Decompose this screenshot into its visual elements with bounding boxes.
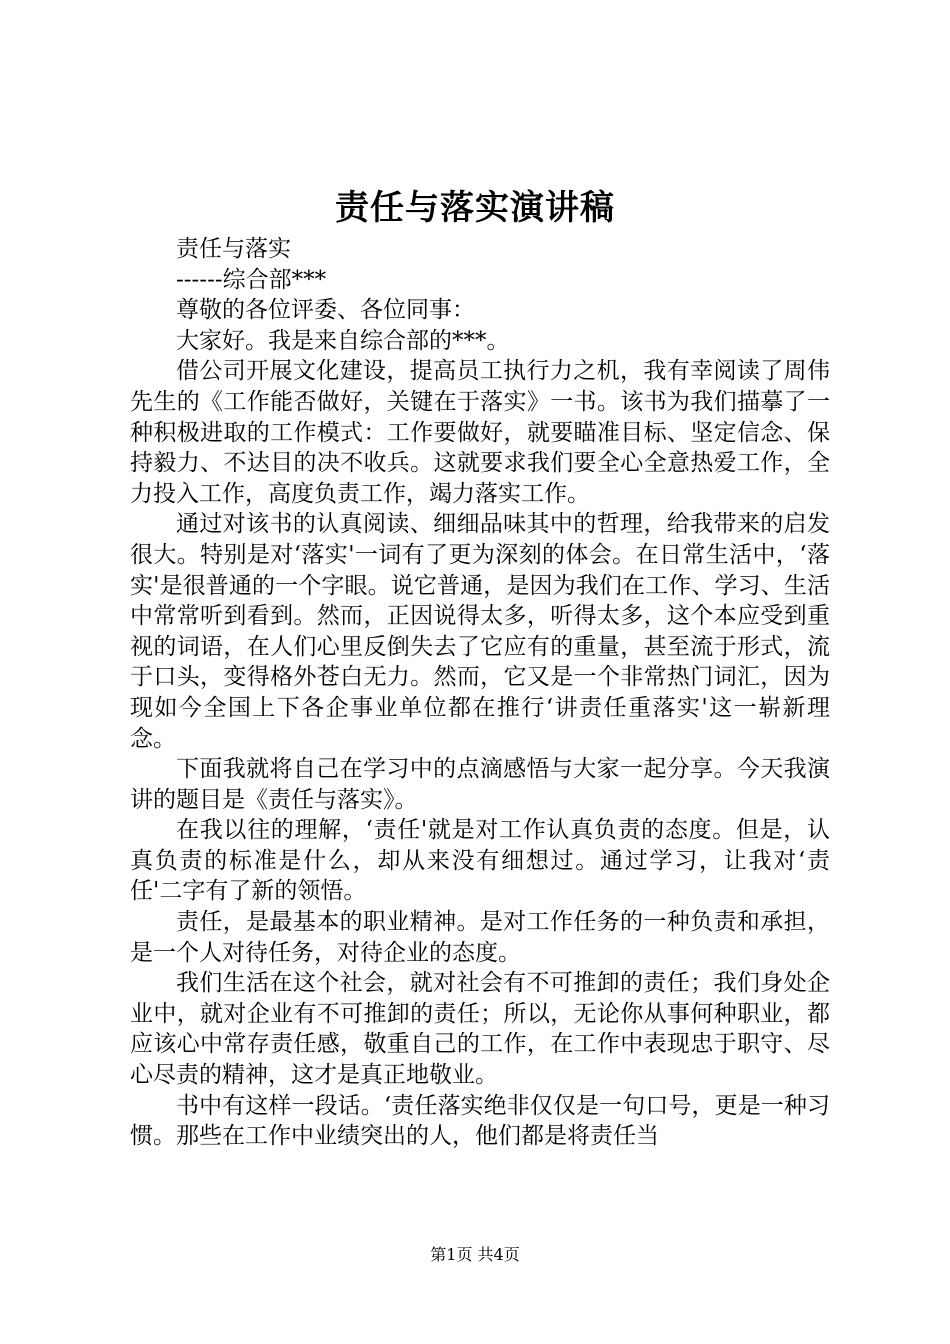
- paragraph: 尊敬的各位评委、各位同事：: [176, 297, 475, 324]
- document-body: [130, 234, 830, 1152]
- paragraph: 大家好。我是来自综合部的***。: [176, 327, 510, 354]
- paragraph: ------综合部***: [176, 266, 327, 293]
- page-footer: 第1页 共4页: [430, 1245, 520, 1264]
- paragraph: 下面我就将自己在学习中的点滴感悟与大家一起分享。今天我演讲的题目是《责任与落实》。: [130, 756, 830, 813]
- paragraph: 责任，是最基本的职业精神。是对工作任务的一种负责和承担，是一个人对待任务，对待企业的态度。: [130, 909, 830, 966]
- paragraph: 在我以往的理解，‘责任'就是对工作认真负责的态度。但是，认真负责的标准是什么，却从来没有细想过。通过学习，让我对‘责任'二字有了新的领悟。: [130, 817, 830, 905]
- paragraph: 责任与落实: [176, 236, 291, 262]
- paragraph: 书中有这样一段话。‘责任落实绝非仅仅是一句口号，更是一种习惯。那些在工作中业绩突出的人，他们都是将责任当: [130, 1092, 830, 1150]
- paragraph: 我们生活在这个社会，就对社会有不可推卸的责任；我们身处企业中，就对企业有不可推卸的责任；所以，无论你从事何种职业，都应该心中常存责任感，敬重自己的工作，在工作中表现忠于职守、尽心尽责的精神，这才是真正地敬业。: [130, 970, 830, 1089]
- paragraph: 通过对该书的认真阅读、细细品味其中的哲理，给我带来的启发很大。特别是对‘落实'一词有了更为深刻的体会。在日常生活中，‘落实'是很普通的一个字眼。说它普通，是因为我们在工作、学习、生活中常常听到看到。然而，正因说得太多，听得太多，这个本应受到重视的词语，在人们心里反倒失去了它应有的重量，甚至流于形式，流于口头，变得格外苍白无力。然而，它又是一个非常热门词汇，因为现如今全国上下各企事业单位都在推行‘讲责任重落实'这一崭新理念。: [130, 511, 830, 752]
- paragraph: 借公司开展文化建设，提高员工执行力之机，我有幸阅读了周伟先生的《工作能否做好，关键在于落实》一书。该书为我们描摹了一种积极进取的工作模式：工作要做好，就要瞄准目标、坚定信念、保持毅力、不达目的决不收兵。这就要求我们要全心全意热爱工作，全力投入工作，高度负责工作，竭力落实工作。: [130, 358, 830, 507]
- document-title: 责任与落实演讲稿: [335, 188, 615, 228]
